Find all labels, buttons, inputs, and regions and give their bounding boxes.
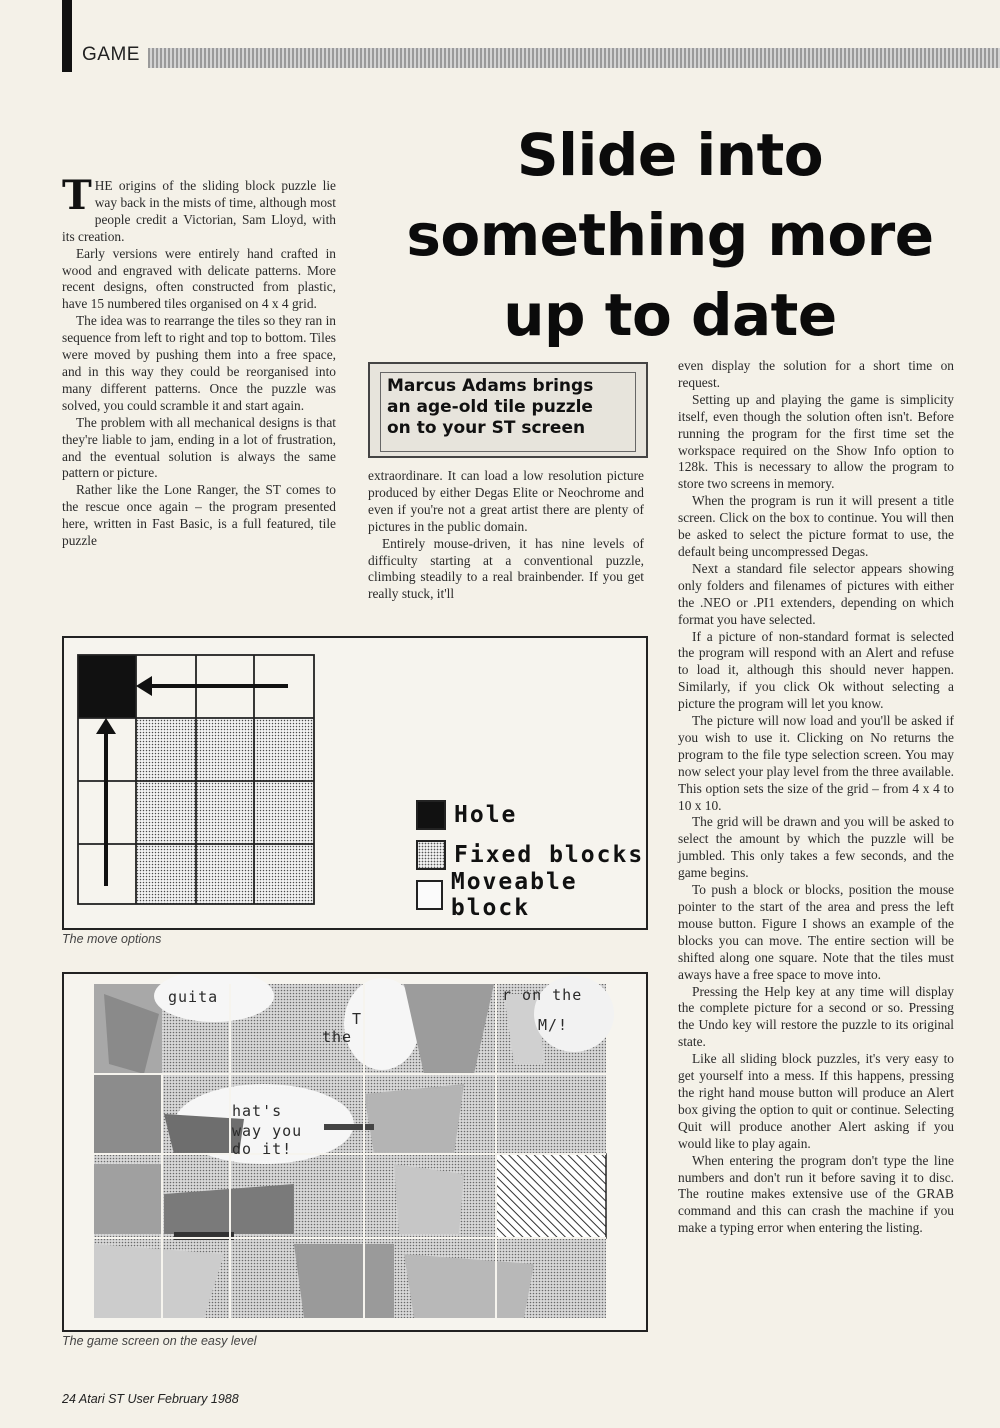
screen-text: do it! (232, 1140, 293, 1158)
body-paragraph: even display the solution for a short time on request. (678, 358, 954, 390)
screen-text: guita (168, 988, 219, 1006)
standfirst-line: on to your ST screen (387, 418, 586, 438)
body-paragraph: Next a standard file selector appears showing only folders and filenames of pictures with either the .NEO or .PI1 extenders, depending on which format you have selected. (678, 560, 954, 627)
article-title (360, 115, 980, 355)
game-screen-image (64, 974, 646, 1330)
body-paragraph: Early versions were entirely hand crafted in wood and engraved with delicate patterns. More recent designs, often constructed from plastic, have 15 numbered tiles organised on 4 x 4 grid. (62, 245, 336, 312)
figure1-caption: The move options (62, 932, 162, 946)
title-line: up to date (503, 281, 837, 349)
legend-hole (416, 798, 517, 832)
screen-text: r on the (502, 986, 583, 1004)
standfirst-box (368, 362, 648, 458)
standfirst-line: an age-old tile puzzle (387, 397, 593, 417)
body-paragraph: The idea was to rearrange the tiles so they ran in sequence from left to right and top to bottom. Tiles were moved by pushing them into a free space, and in this way they could be reorganised into many different patterns. Once the puzzle was solved, you could scramble it and start again. (62, 313, 336, 413)
drop-cap: T (62, 172, 92, 219)
screen-text: M/! (538, 1016, 569, 1034)
body-text: HE origins of the sliding block puzzle lie way back in the mists of time, although most people credit a Victorian, Sam Lloyd, with its creation. (62, 178, 336, 244)
body-paragraph: To push a block or blocks, position the mouse pointer to the start of the area and press the left mouse button. Figure I shows an example of the blocks you can move. The entire section will be shifted along one square. Note that the tiles must aways have a free space to move into. (678, 882, 954, 982)
body-paragraph: extraordinare. It can load a low resolution picture produced by either Degas Elite or Neochrome and even if you're not a great artist there are plenty of pictures in the public domain. (368, 468, 644, 534)
page-folio: 24 Atari ST User February 1988 (62, 1392, 239, 1406)
title-line: something more (406, 201, 934, 269)
figure-game-screen (62, 972, 648, 1332)
body-paragraph: The problem with all mechanical designs is that they're liable to jam, ending in a lot of frustration, and the eventual solution is always the same pattern or picture. (62, 414, 336, 481)
body-paragraph: When entering the program don't type the line numbers and don't run it before saving it to disc. The routine makes extensive use of the GRAB command and this can crash the machine if you make a typing error when entering the listing. (678, 1152, 954, 1236)
body-paragraph: Rather like the Lone Ranger, the ST comes to the rescue once again – the program presented here, written in Fast Basic, is a full featured, tile puzzle (62, 482, 336, 549)
body-paragraph: The grid will be drawn and you will be asked to select the amount by which the puzzle will be jumbled. This only takes a few seconds, and the game begins. (678, 814, 954, 881)
body-paragraph: If a picture of non-standard format is selected the program will respond with an Alert and refuse to load it, although this should never happen. Similarly, if you click Ok without selecting a picture the program will let you know. (678, 628, 954, 712)
legend-fixed (416, 838, 644, 872)
legend-moveable (416, 869, 646, 921)
body-paragraph: When the program is run it will present a title screen. Click on the box to continue. You will then be asked to select the picture format to use, the default being uncompressed Degas. (678, 493, 954, 559)
body-paragraph: The picture will now load and you'll be asked if you wish to use it. Clicking on No returns the program to the file type selection screen. You may now select your play level from the three available. This option sets the size of the grid – from 4 x 4 to 10 x 10. (678, 713, 954, 813)
title-line: Slide into (516, 121, 824, 189)
figure-move-options (62, 636, 648, 930)
hole-tile (78, 655, 136, 718)
body-paragraph: Entirely mouse-driven, it has nine levels of difficulty starting at a conventional puzzle, climbing steadily to a real brainbender. If you get really stuck, it'll (368, 535, 644, 602)
legend-label: Moveable block (450, 869, 578, 921)
body-column-2 (368, 468, 644, 603)
legend-label: Hole (454, 802, 518, 828)
section-marker-bar (62, 0, 72, 72)
screen-text: hat's (232, 1102, 283, 1120)
screen-text: the (322, 1028, 353, 1046)
figure2-caption: The game screen on the easy level (62, 1334, 257, 1348)
left-arrow-icon (136, 676, 288, 696)
empty-tile-hatched (496, 1154, 606, 1238)
screen-text: T (352, 1010, 363, 1028)
section-label: GAME (82, 44, 140, 65)
standfirst-line: Marcus Adams brings (387, 376, 594, 396)
up-arrow-icon (96, 718, 116, 886)
section-header-stripe (148, 48, 1000, 68)
body-paragraph (62, 172, 336, 246)
fixed-blocks-area (136, 718, 314, 904)
body-column-3 (678, 358, 954, 1237)
standfirst (380, 372, 636, 452)
legend-label: Fixed blocks (454, 842, 645, 868)
body-column-1 (62, 172, 336, 550)
hole-swatch (416, 800, 446, 830)
body-paragraph: Like all sliding block puzzles, it's very easy to get yourself into a mess. If this happens, pressing the right hand mouse button will produce an Alert box giving the option to quit or continue. Selecting Quit will produce another Alert asking if you would like to play again. (678, 1051, 954, 1151)
body-paragraph: Setting up and playing the game is simplicity itself, even though the solution often isn't. Before running the program for the first time set the workspace required on the Show Info option to 128k. This is necessary to allow the program to store two screens in memory. (678, 391, 954, 492)
fixed-swatch (416, 840, 446, 870)
moveable-swatch (416, 880, 443, 910)
body-paragraph: Pressing the Help key at any time will display the complete picture for a second or so. Pressing the Undo key will restore the puzzle to its original state. (678, 983, 954, 1050)
screen-text: way you (232, 1122, 303, 1140)
